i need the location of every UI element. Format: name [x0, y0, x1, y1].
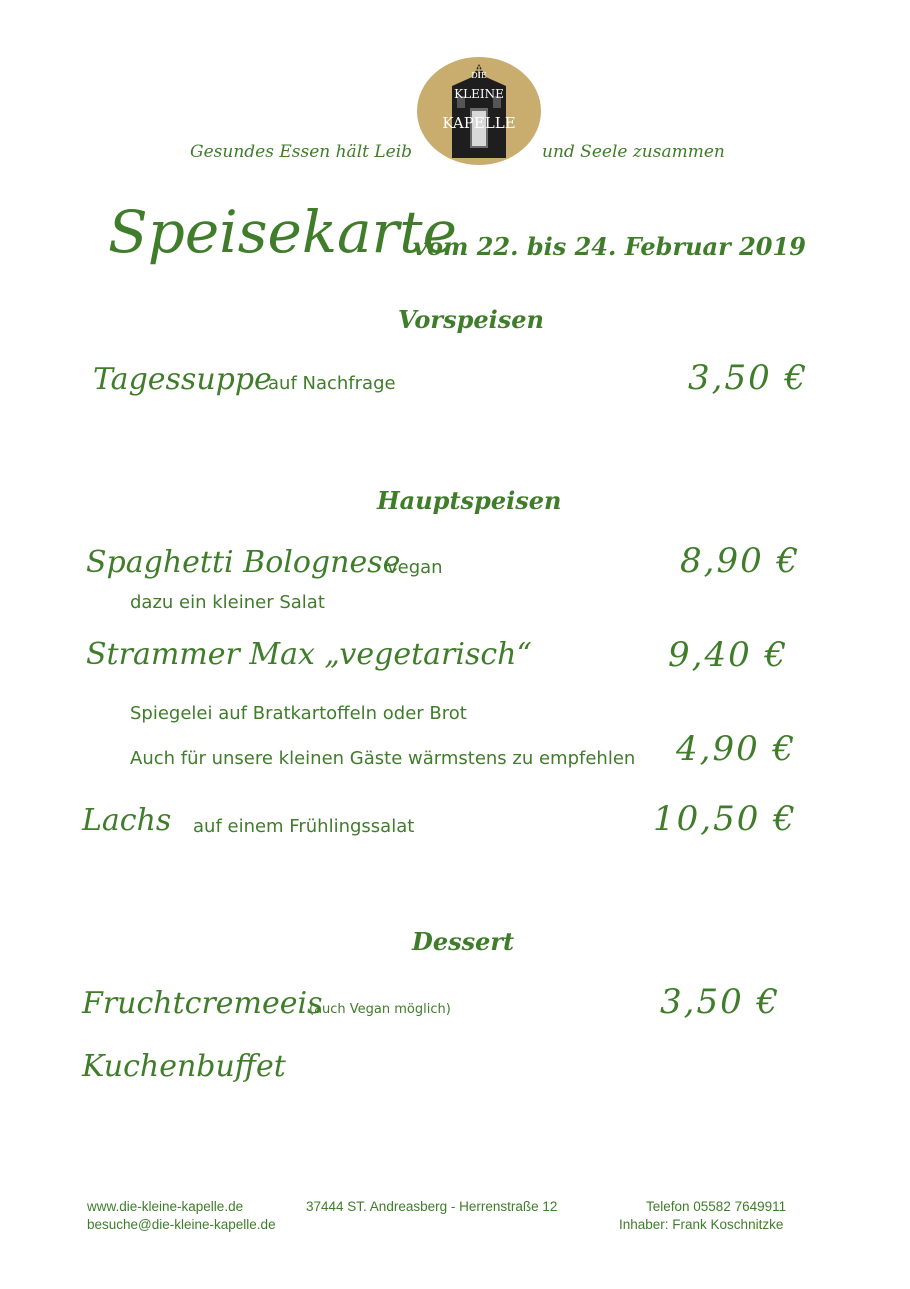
dish-note: auf einem Frühlingssalat [193, 816, 415, 837]
dish-price: 10,50 € [653, 799, 797, 839]
dish-name: Kuchenbuffet [82, 1049, 286, 1084]
motto-right: und Seele zusammen [542, 142, 725, 162]
footer-owner: Inhaber: Frank Koschnitzke [619, 1217, 784, 1232]
dish-price: 3,50 € [688, 358, 809, 398]
section-heading-hauptspeisen: Hauptspeisen [377, 486, 562, 515]
footer-email[interactable]: besuche@die-kleine-kapelle.de [87, 1217, 276, 1232]
dish-note: (auch Vegan möglich) [309, 1002, 451, 1017]
svg-text:DIE: DIE [471, 71, 487, 80]
footer-phone: Telefon 05582 7649911 [646, 1199, 787, 1214]
dish-name: Tagessuppe [93, 362, 272, 397]
dish-price-kids: 4,90 € [676, 729, 797, 769]
restaurant-logo [416, 56, 542, 166]
dish-name: Strammer Max „vegetarisch“ [86, 637, 532, 672]
dish-price: 3,50 € [660, 982, 781, 1022]
dish-note: auf Nachfrage [268, 373, 396, 394]
svg-text:KAPELLE: KAPELLE [442, 114, 516, 132]
footer-address: 37444 ST. Andreasberg - Herrenstraße 12 [306, 1199, 558, 1214]
footer-website[interactable]: www.die-kleine-kapelle.de [87, 1199, 244, 1214]
section-heading-dessert: Dessert [412, 927, 515, 956]
dish-price: 8,90 € [680, 541, 801, 581]
dish-price: 9,40 € [668, 635, 789, 675]
dish-note: vegan [387, 557, 443, 578]
page-title: Speisekarte [108, 198, 457, 266]
motto-left: Gesundes Essen hält Leib [190, 142, 413, 162]
dish-name: Spaghetti Bolognese [86, 545, 401, 580]
dish-name: Lachs [82, 803, 172, 838]
dish-sub: dazu ein kleiner Salat [130, 592, 325, 613]
svg-text:KLEINE: KLEINE [454, 87, 504, 101]
dish-sub: Spiegelei auf Bratkartoffeln oder Brot [130, 703, 467, 724]
section-heading-vorspeisen: Vorspeisen [398, 305, 544, 334]
dish-name: Fruchtcremeeis [82, 986, 323, 1021]
menu-date: vom 22. bis 24. Februar 2019 [413, 232, 806, 261]
dish-sub: Auch für unsere kleinen Gäste wärmstens zu empfehlen [130, 748, 636, 769]
